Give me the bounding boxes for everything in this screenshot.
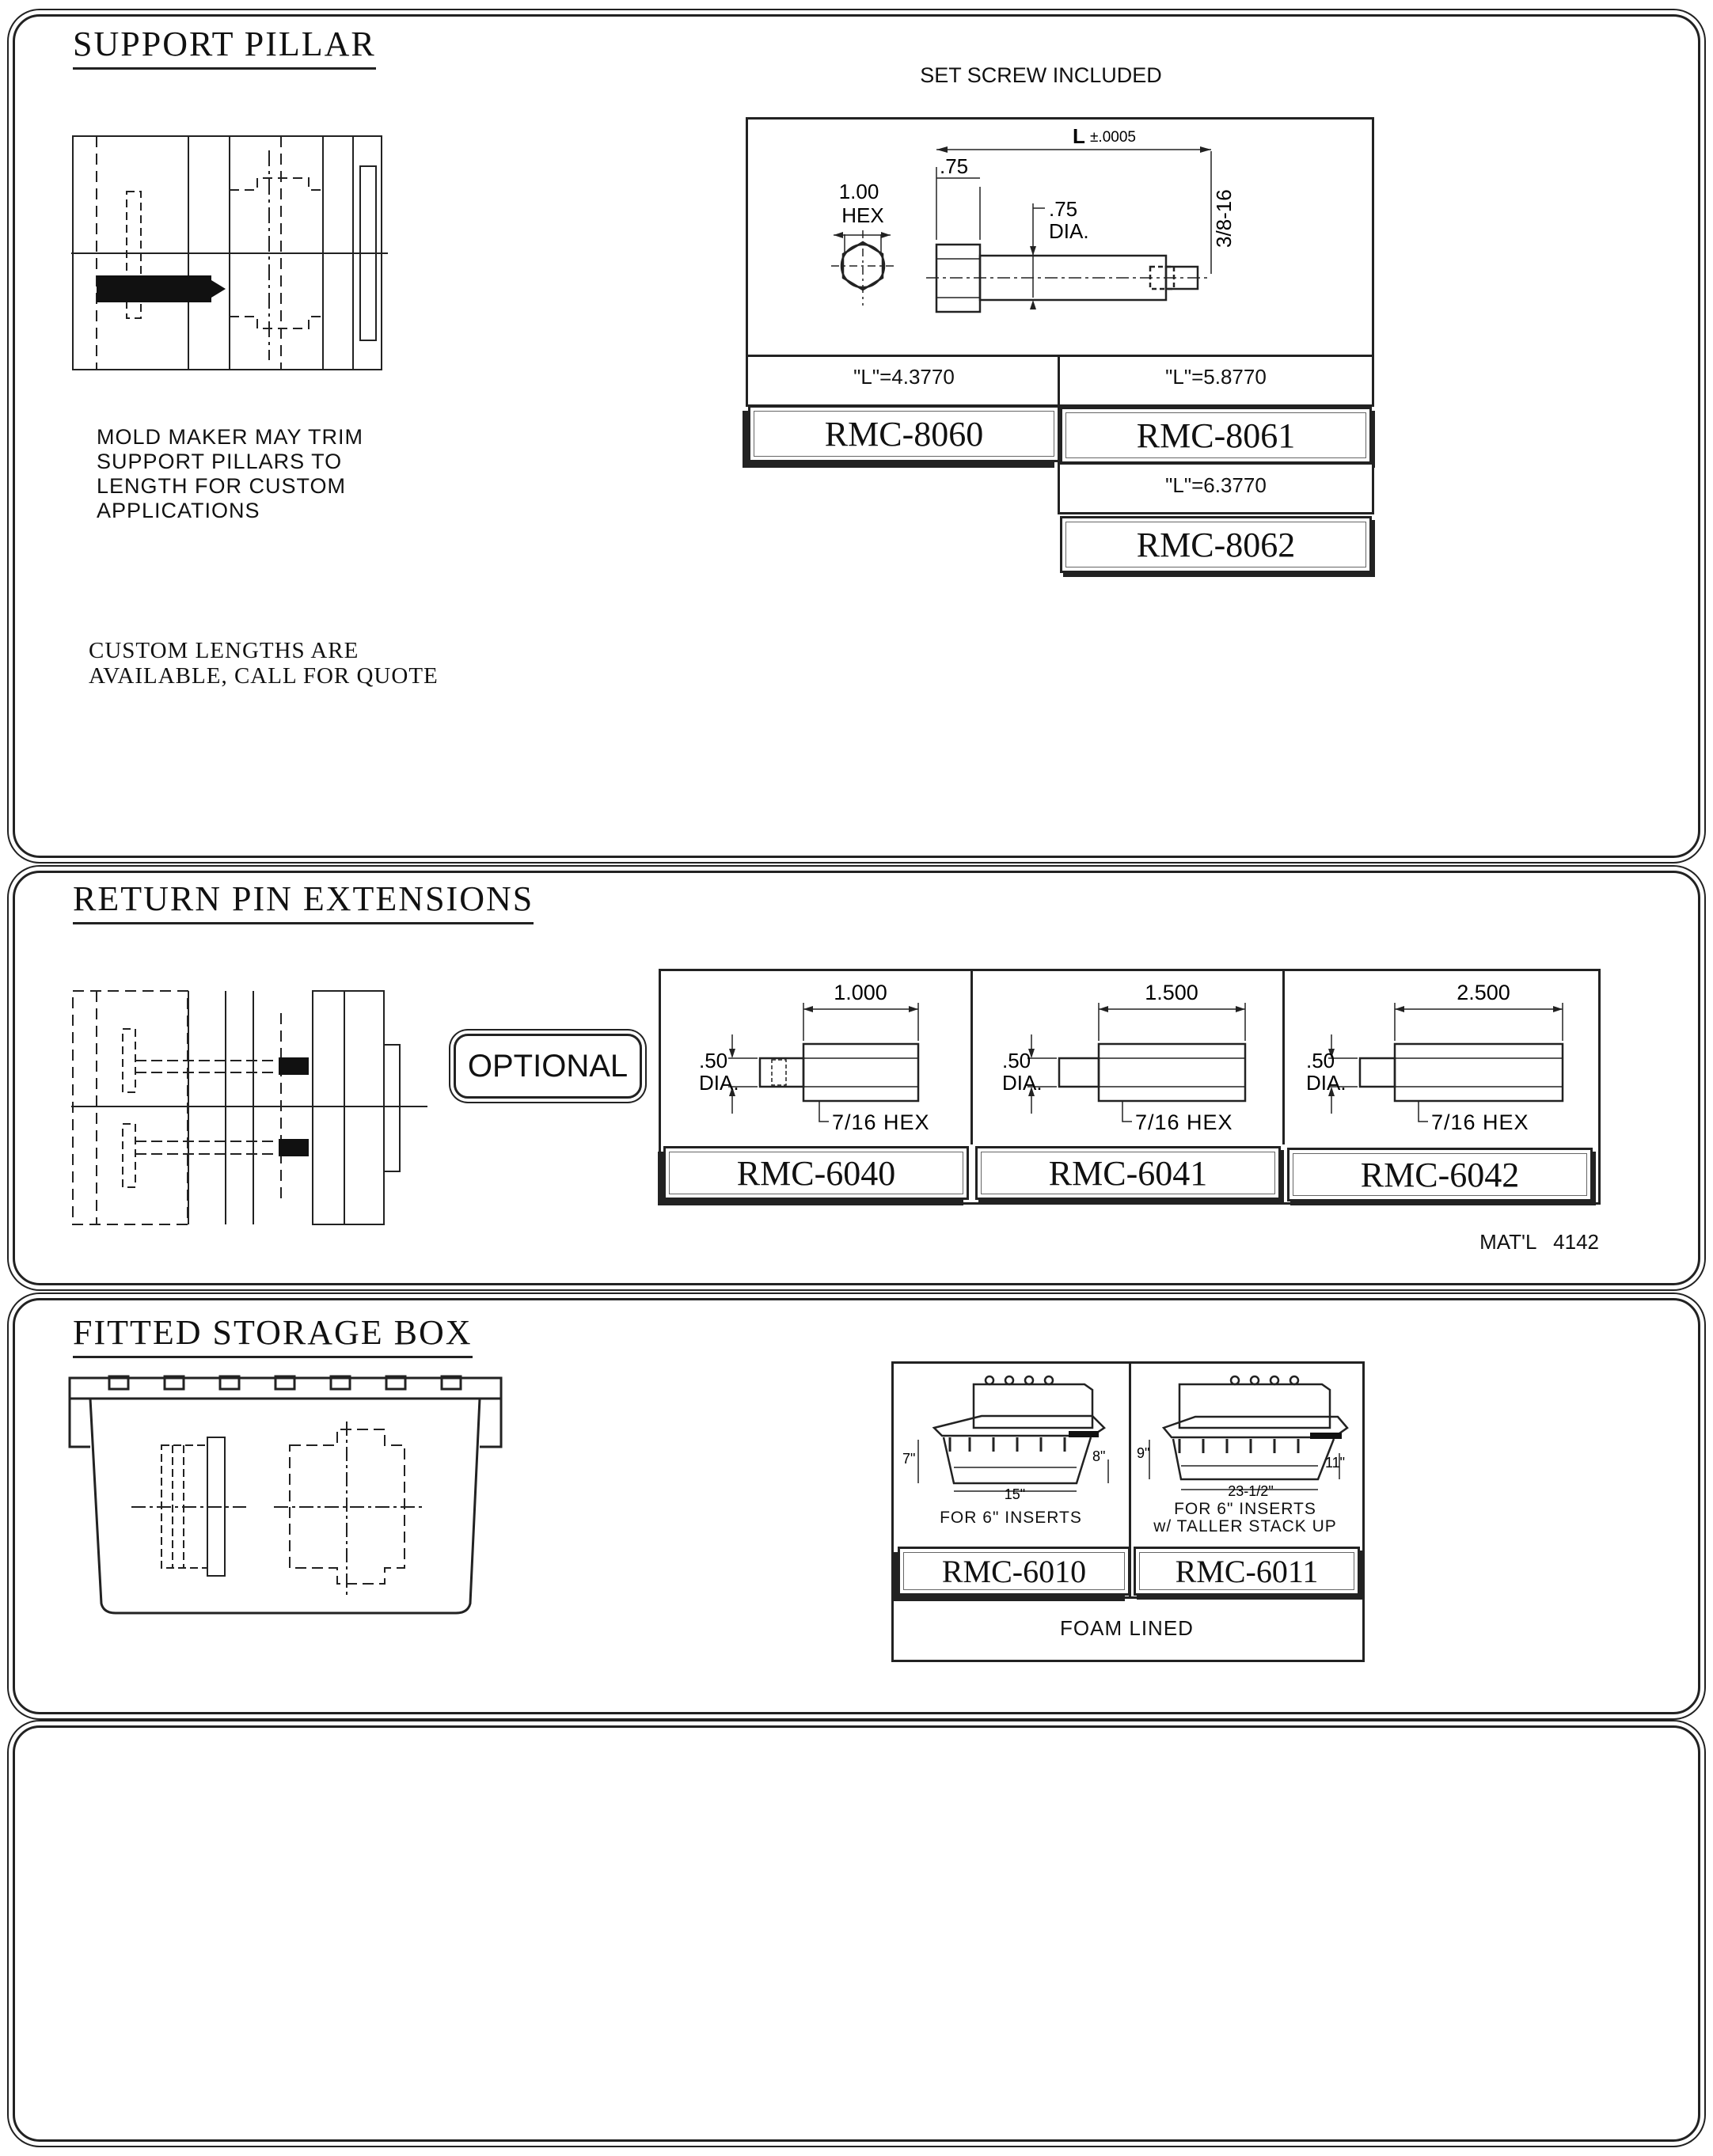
pin-dia-value: .50 xyxy=(1306,1049,1335,1072)
return-pin-drawing-6040 xyxy=(661,971,970,1144)
part-number-rmc-8060: RMC-8060 xyxy=(748,405,1060,462)
pin-dia-value: .50 xyxy=(1002,1049,1031,1072)
return-pin-title: RETURN PIN EXTENSIONS xyxy=(73,879,534,924)
support-pillar-title: SUPPORT PILLAR xyxy=(73,24,376,70)
part-number-rmc-6011: RMC-6011 xyxy=(1134,1547,1360,1596)
divider xyxy=(970,969,973,1144)
storage-box-illustration-6010 xyxy=(894,1365,1127,1531)
pin-hex-label: 7/16 HEX xyxy=(1135,1110,1233,1134)
custom-length-note xyxy=(89,638,439,689)
trim-note-line: MOLD MAKER MAY TRIM xyxy=(97,425,364,449)
box-height-label: 9" xyxy=(1137,1445,1150,1461)
box-caption-line: w/ TALLER STACK UP xyxy=(1153,1517,1337,1535)
pin-dia-label: DIA. xyxy=(699,1071,739,1095)
box-caption-line: FOR 6" INSERTS xyxy=(1174,1500,1316,1518)
length-dim-label: L xyxy=(1073,124,1085,148)
storage-box-title: FITTED STORAGE BOX xyxy=(73,1312,473,1358)
length-label-8062: "L"=6.3770 xyxy=(1165,473,1267,497)
part-number-rmc-8062: RMC-8062 xyxy=(1060,516,1372,573)
trim-note xyxy=(97,425,363,523)
dia-value-label: .75 xyxy=(1049,197,1078,221)
custom-note-line: CUSTOM LENGTHS ARE xyxy=(89,638,359,663)
part-number-rmc-8061: RMC-8061 xyxy=(1060,407,1372,464)
empty-panel xyxy=(13,1725,1700,2142)
length-label-8060: "L"=4.3770 xyxy=(853,365,955,389)
pin-dia-value: .50 xyxy=(699,1049,728,1072)
pin-hex-label: 7/16 HEX xyxy=(832,1110,930,1134)
pin-dia-label: DIA. xyxy=(1002,1071,1043,1095)
support-pillar-dimension-drawing xyxy=(748,120,1372,357)
support-pillar-mold-drawing xyxy=(71,135,388,376)
return-pin-mold-drawing xyxy=(71,989,427,1227)
box-height-label: 7" xyxy=(902,1451,916,1467)
part-number-rmc-6040: RMC-6040 xyxy=(663,1146,969,1200)
box-depth-label: 11" xyxy=(1325,1455,1346,1471)
divider xyxy=(1282,969,1285,1144)
trim-note-line: LENGTH FOR CUSTOM xyxy=(97,474,347,498)
box-width-label: 23-1/2" xyxy=(1228,1483,1274,1499)
optional-badge: OPTIONAL xyxy=(454,1034,642,1099)
dia-label: DIA. xyxy=(1049,219,1089,243)
box-caption-6011 xyxy=(1130,1501,1360,1535)
hex-size-label: 1.00 xyxy=(838,180,879,203)
box-width-label: 15" xyxy=(1004,1486,1026,1502)
storage-box-drawing xyxy=(68,1374,508,1619)
return-pin-drawing-6042 xyxy=(1284,971,1593,1144)
box-caption-6010: FOR 6" INSERTS xyxy=(940,1509,1082,1527)
thread-label: 3/8-16 xyxy=(1212,189,1236,248)
pin-length-label: 1.500 xyxy=(1145,981,1198,1004)
return-pin-drawing-6041 xyxy=(972,971,1282,1144)
custom-note-line: AVAILABLE, CALL FOR QUOTE xyxy=(89,663,439,689)
part-number-rmc-6042: RMC-6042 xyxy=(1287,1148,1593,1201)
trim-note-line: SUPPORT PILLARS TO xyxy=(97,450,343,473)
set-screw-note: SET SCREW INCLUDED xyxy=(920,63,1162,87)
box-depth-label: 8" xyxy=(1092,1448,1106,1464)
length-tolerance: ±.0005 xyxy=(1090,129,1136,146)
head-dim-label: .75 xyxy=(940,154,969,178)
length-label-8061: "L"=5.8770 xyxy=(1165,365,1267,389)
part-number-rmc-6010: RMC-6010 xyxy=(898,1547,1130,1596)
pin-length-label: 2.500 xyxy=(1457,981,1510,1004)
divider xyxy=(891,1596,1362,1599)
part-number-rmc-6041: RMC-6041 xyxy=(975,1146,1281,1200)
foam-lined-label: FOAM LINED xyxy=(1060,1616,1194,1640)
pin-hex-label: 7/16 HEX xyxy=(1431,1110,1529,1134)
material-label: MAT'L 4142 xyxy=(1479,1230,1599,1254)
pin-dia-label: DIA. xyxy=(1306,1071,1346,1095)
pin-length-label: 1.000 xyxy=(834,981,887,1004)
support-pillar-drawing-box xyxy=(746,117,1374,359)
hex-label: HEX xyxy=(841,203,884,227)
trim-note-line: APPLICATIONS xyxy=(97,499,260,522)
